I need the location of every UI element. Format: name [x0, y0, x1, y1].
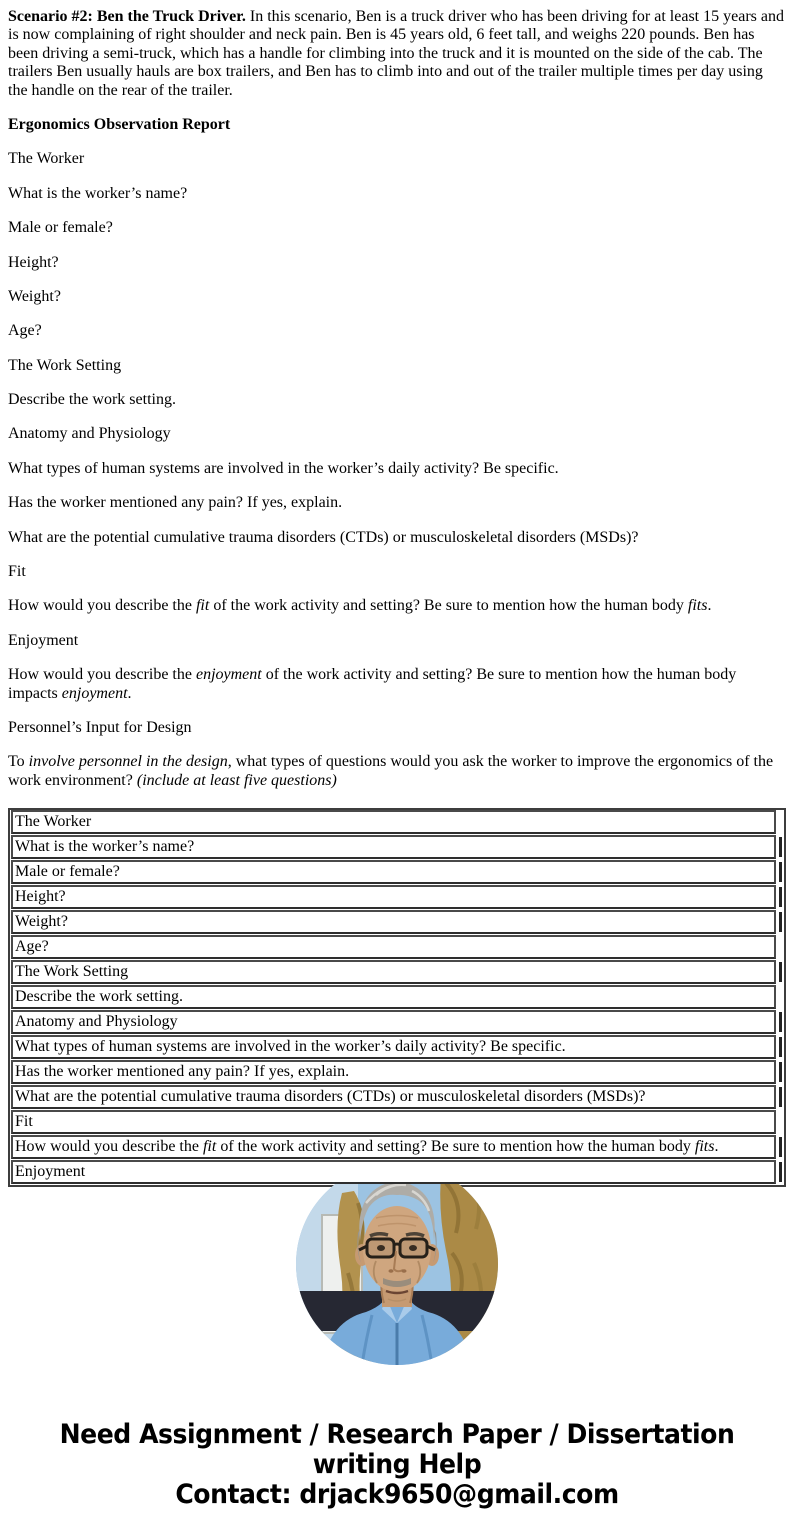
table-row: Height?	[11, 885, 776, 909]
table-row: The Worker	[11, 810, 776, 834]
paragraph-weight: Weight?	[8, 287, 61, 305]
paragraph-fit: Fit	[8, 563, 26, 581]
paragraph-describe-enjoyment: How would you describe the enjoyment of the work activity and setting? Be sure to mention how the human body impacts enjoyment.	[8, 666, 737, 702]
paragraph-describe-fit: How would you describe the fit of the work activity and setting? Be sure to mention how the human body fits.	[8, 597, 712, 615]
paragraph-age: Age?	[8, 322, 42, 340]
paragraph-anatomy: Anatomy and Physiology	[8, 425, 171, 443]
footer-headline-line2: writing Help	[312, 1449, 482, 1481]
table-row: What is the worker’s name?	[11, 835, 776, 859]
paragraph-describe-setting: Describe the work setting.	[8, 391, 176, 409]
table-row: Has the worker mentioned any pain? If yes, explain.	[11, 1060, 776, 1084]
table-row: Describe the work setting.	[11, 985, 776, 1009]
footer-headline-line1: Need Assignment / Research Paper / Dissertation	[59, 1419, 735, 1451]
footer-contact-email: Contact: drjack9650@gmail.com	[175, 1479, 619, 1511]
table-row: Enjoyment	[11, 1160, 776, 1184]
paragraph-human-systems: What types of human systems are involved in the worker’s daily activity? Be specific.	[8, 459, 559, 477]
paragraph-work-setting: The Work Setting	[8, 356, 122, 374]
table-row: Age?	[11, 935, 776, 959]
table-row: Fit	[11, 1110, 776, 1134]
report-heading: Ergonomics Observation Report	[8, 115, 231, 133]
intro-paragraph: Scenario #2: Ben the Truck Driver. In this scenario, Ben is a truck driver who has been driving for at least 15 years and is now complaining of right shoulder and neck pain. Ben is 45 years old, 6 feet tall, and weighs 220 pounds. Ben has been driving a semi-truck, which has a handle for climbing into the truck and it is mounted on the side of the cab. The trailers Ben usually hauls are box trailers, and Ben has to climb into and out of the trailer multiple times per day using the handle on the rear of the trailer.	[8, 8, 784, 99]
instructor-photo	[296, 1163, 498, 1365]
table-row: What are the potential cumulative trauma disorders (CTDs) or musculoskeletal disorders (MSDs)?	[11, 1085, 776, 1109]
questions-table	[8, 808, 786, 1181]
table-row: Male or female?	[11, 860, 776, 884]
table-row: The Work Setting	[11, 960, 776, 984]
avatar-container	[8, 1163, 786, 1370]
paragraph-male-female: Male or female?	[8, 219, 113, 237]
paragraph-ctds-msds: What are the potential cumulative trauma disorders (CTDs) or musculoskeletal disorders (MSDs)?	[8, 528, 639, 546]
table-row: Anatomy and Physiology	[11, 1010, 776, 1034]
table-row: What types of human systems are involved in the worker’s daily activity? Be specific.	[11, 1035, 776, 1059]
questions-table-border	[8, 808, 786, 1187]
table-row: How would you describe the fit of the work activity and setting? Be sure to mention how the human body fits.	[11, 1135, 776, 1159]
paragraph-the-worker: The Worker	[8, 150, 85, 168]
paragraph-personnel-input: Personnel’s Input for Design	[8, 718, 192, 736]
paragraph-enjoyment: Enjoyment	[8, 631, 79, 649]
paragraph-height: Height?	[8, 253, 59, 271]
footer-banner	[35, 1420, 759, 1510]
paragraph-involve-personnel: To involve personnel in the design, what types of questions would you ask the worker to improve the ergonomics of the work environment? (include at least five questions)	[8, 753, 774, 789]
paragraph-pain: Has the worker mentioned any pain? If yes, explain.	[8, 494, 343, 512]
table-row: Weight?	[11, 910, 776, 934]
paragraph-worker-name: What is the worker’s name?	[8, 184, 188, 202]
